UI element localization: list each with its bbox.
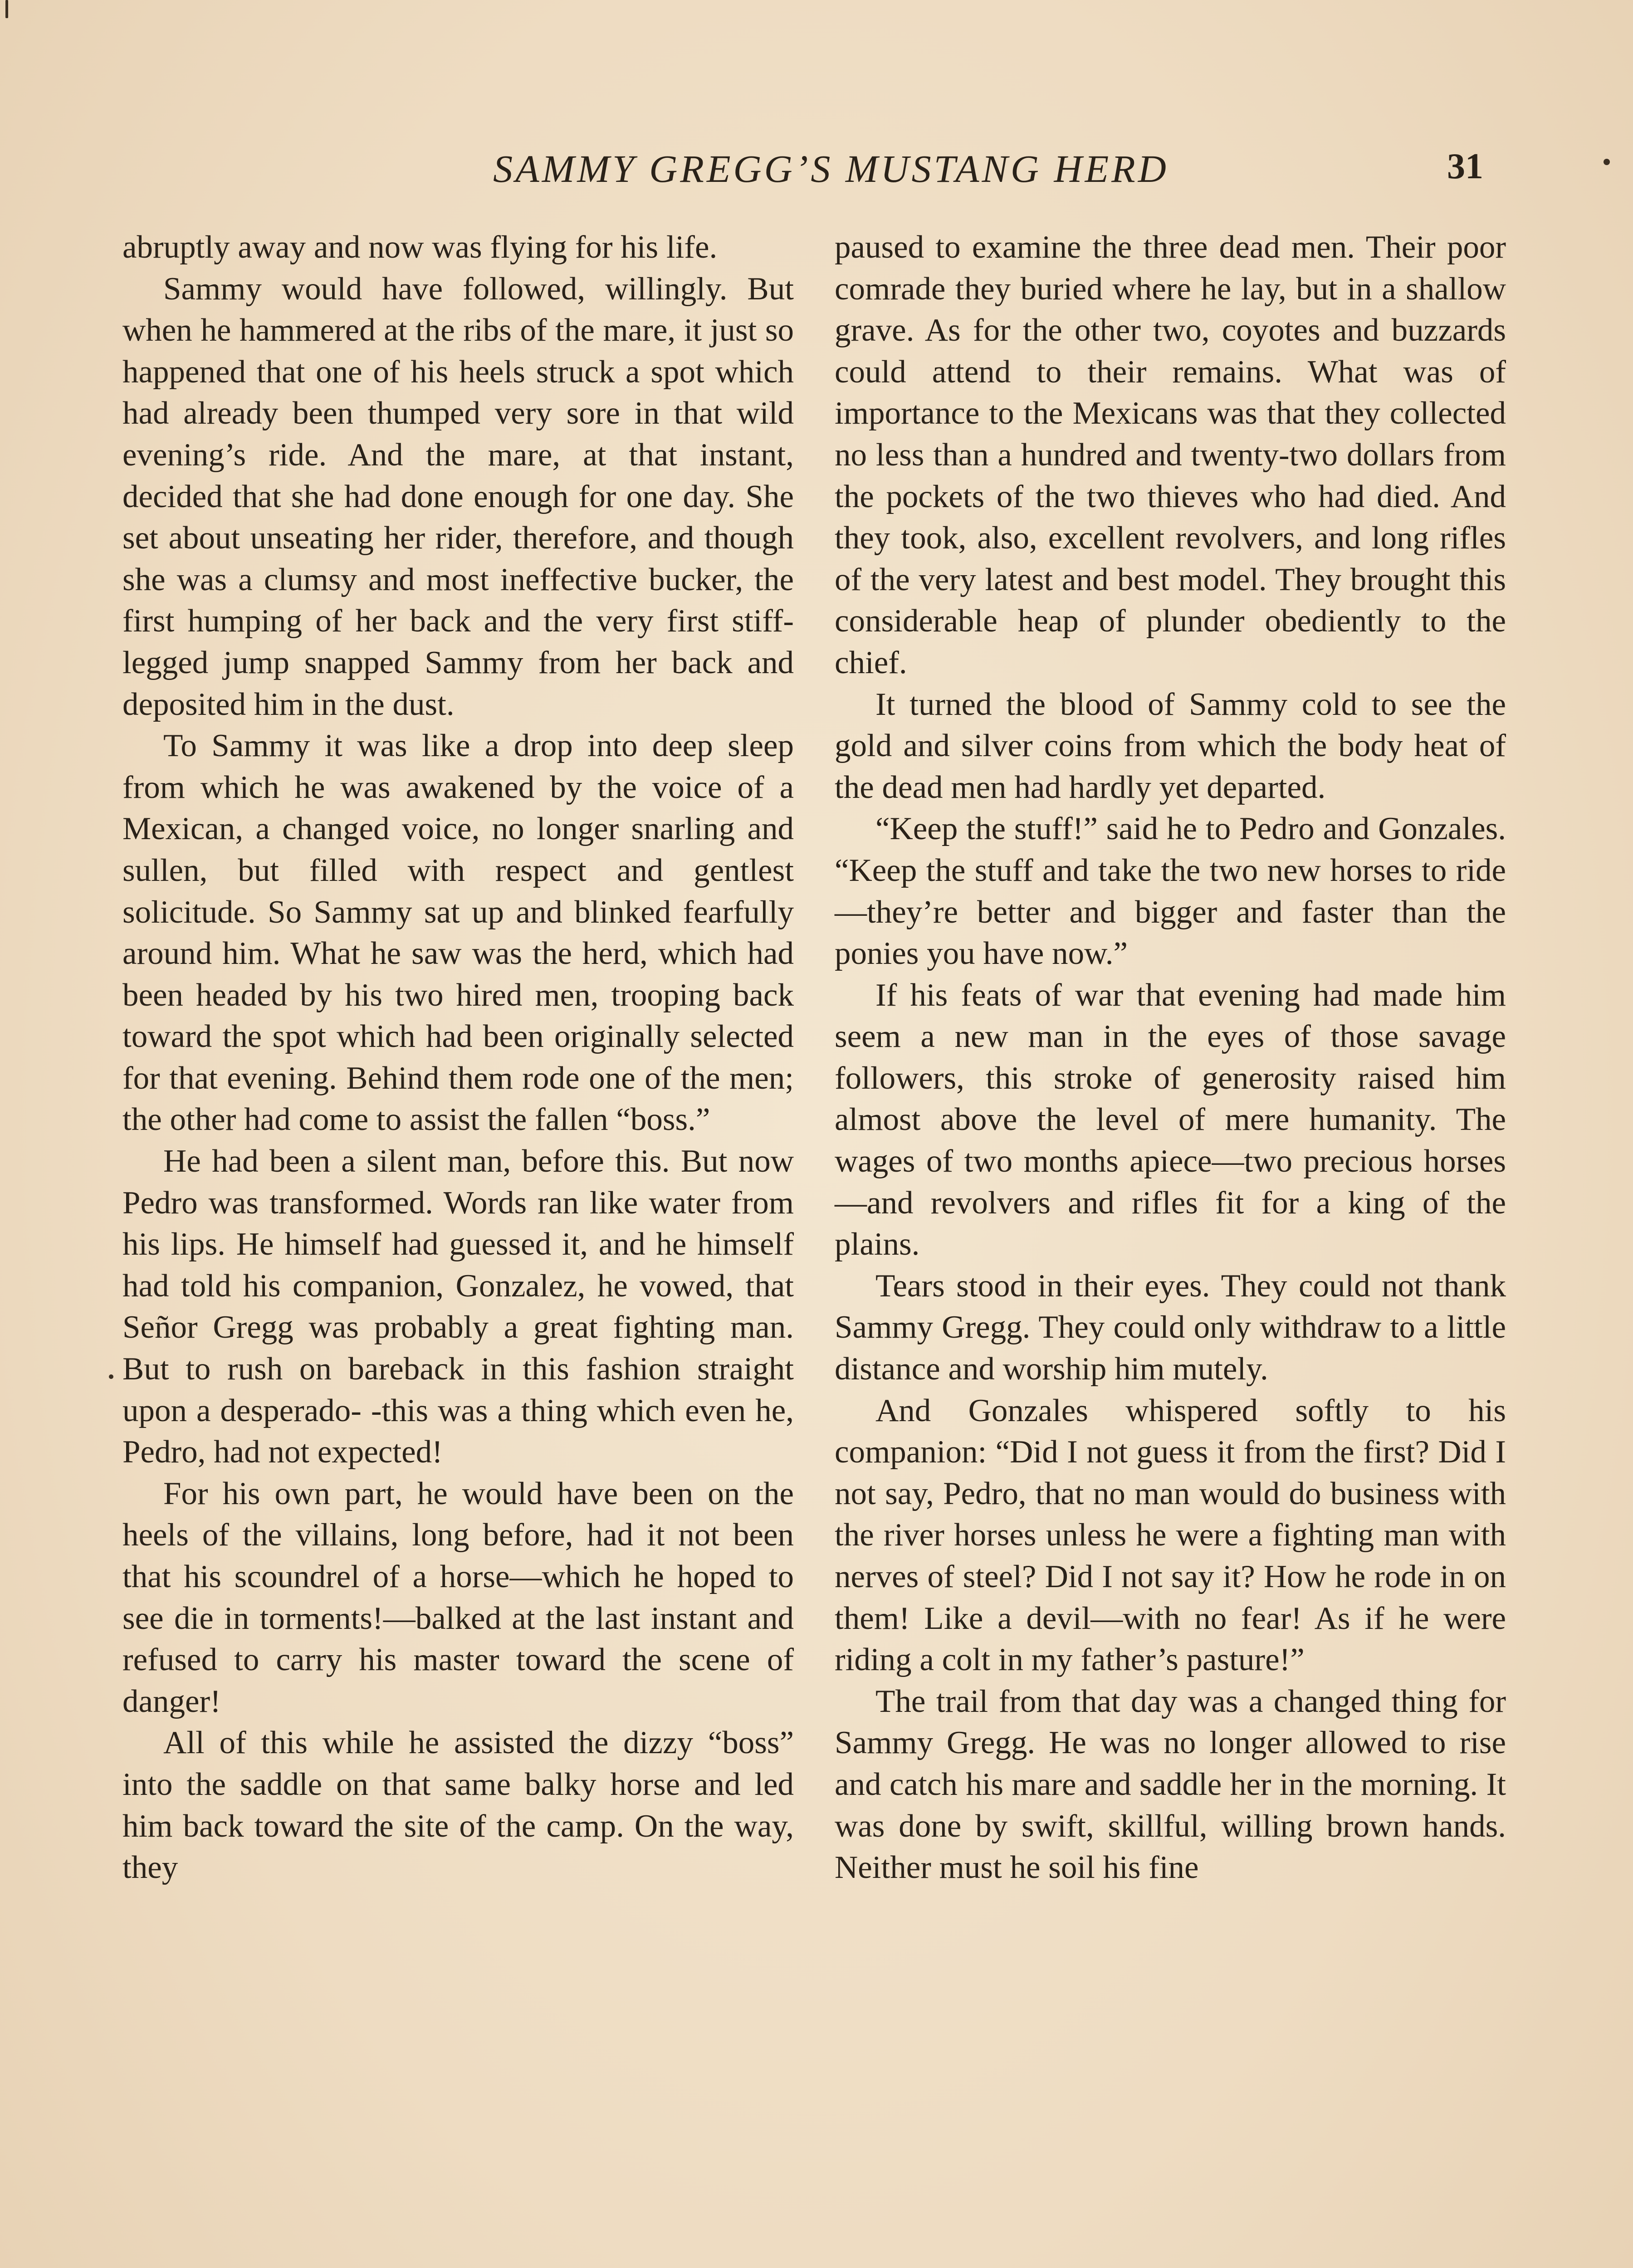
- right-column: [835, 227, 1506, 1889]
- page-header: [0, 146, 1633, 196]
- paragraph: abruptly away and now was flying for his life.: [122, 230, 718, 265]
- ink-speck: [5, 0, 8, 18]
- paragraph: Sammy would have followed, willingly. But when he hammered at the ribs of the mare, it just so happened that one of his heels struck a spot which had already been thumped very sore in that wild evening’s ride. And the mare, at that instant, decided that she had done enough for one day. She set about unseating her rider, therefore, and though she was a clumsy and most ineffective bucker, the first humping of her back and the very first stiff-legged jump snapped Sammy from her back and deposited him in the dust.: [122, 271, 794, 722]
- paragraph: For his own part, he would have been on the heels of the villains, long before, had it not been that his scoundrel of a horse—which he hoped to see die in torments!—balked at the last instant and refused to carry his master toward the scene of danger!: [122, 1476, 794, 1719]
- paragraph: It turned the blood of Sammy cold to see the gold and silver coins from which the body heat of the dead men had hardly yet departed.: [835, 686, 1506, 805]
- paragraph: All of this while he assisted the dizzy “boss” into the saddle on that same balky horse and led him back toward the site of the camp. On the way, they: [122, 1725, 794, 1886]
- paragraph: To Sammy it was like a drop into deep sleep from which he was awakened by the voice of a Mexican, a changed voice, no longer snarling and sullen, but filled with respect and gentlest solicitude. So Sammy sat up and blinked fearfully around him. What he saw was the herd, which had been headed by his two hired men, trooping back toward the spot which had been originally selected for that evening. Behind them rode one of the men; the other had come to assist the fallen “boss.”: [122, 728, 794, 1138]
- paragraph: “Keep the stuff!” said he to Pedro and Gonzales. “Keep the stuff and take the two new horses to ride—they’re better and bigger and faster than the ponies you have now.”: [835, 811, 1506, 972]
- paragraph: And Gonzales whispered softly to his companion: “Did I not guess it from the first? Did I not say, Pedro, that no man would do business with the river horses unless he were a fighting man with nerves of steel? Did I not say it? How he rode in on them! Like a devil—with no fear! As if he were riding a colt in my father’s pasture!”: [835, 1393, 1506, 1678]
- paragraph: The trail from that day was a changed thing for Sammy Gregg. He was no longer allowed to rise and catch his mare and saddle her in the morning. It was done by swift, skillful, willing brown hands. Neither must he soil his fine: [835, 1683, 1506, 1886]
- paragraph: He had been a silent man, before this. But now Pedro was transformed. Words ran like water from his lips. He himself had guessed it, and he himself had told his companion, Gonzalez, he vowed, that Señor Gregg was probably a great fighting man. But to rush on bareback in this fashion straight upon a desperado- -this was a thing which even he, Pedro, had not expected!: [122, 1144, 794, 1470]
- paragraph: paused to examine the three dead men. Their poor comrade they buried where he lay, but in a shallow grave. As for the other two, coyotes and buzzards could attend to their remains. What was of importance to the Mexicans was that they collected no less than a hundred and twenty-two dollars from the pockets of the two thieves who had died. And they took, also, excellent revolvers, and long rifles of the very latest and best model. They brought this considerable heap of plunder obediently to the chief.: [835, 230, 1506, 680]
- left-column: [122, 227, 794, 1889]
- running-title: SAMMY GREGG’S MUSTANG HERD: [493, 147, 1169, 191]
- page-number: 31: [1447, 147, 1483, 186]
- ink-speck: [1604, 159, 1610, 165]
- paragraph: Tears stood in their eyes. They could not thank Sammy Gregg. They could only withdraw to a little distance and worship him mutely.: [835, 1268, 1506, 1387]
- ink-speck: [109, 1374, 113, 1379]
- paragraph: If his feats of war that evening had made him seem a new man in the eyes of those savage followers, this stroke of generosity raised him almost above the level of mere humanity. The wages of two months apiece—two precious horses—and revolvers and rifles fit for a king of the plains.: [835, 977, 1506, 1262]
